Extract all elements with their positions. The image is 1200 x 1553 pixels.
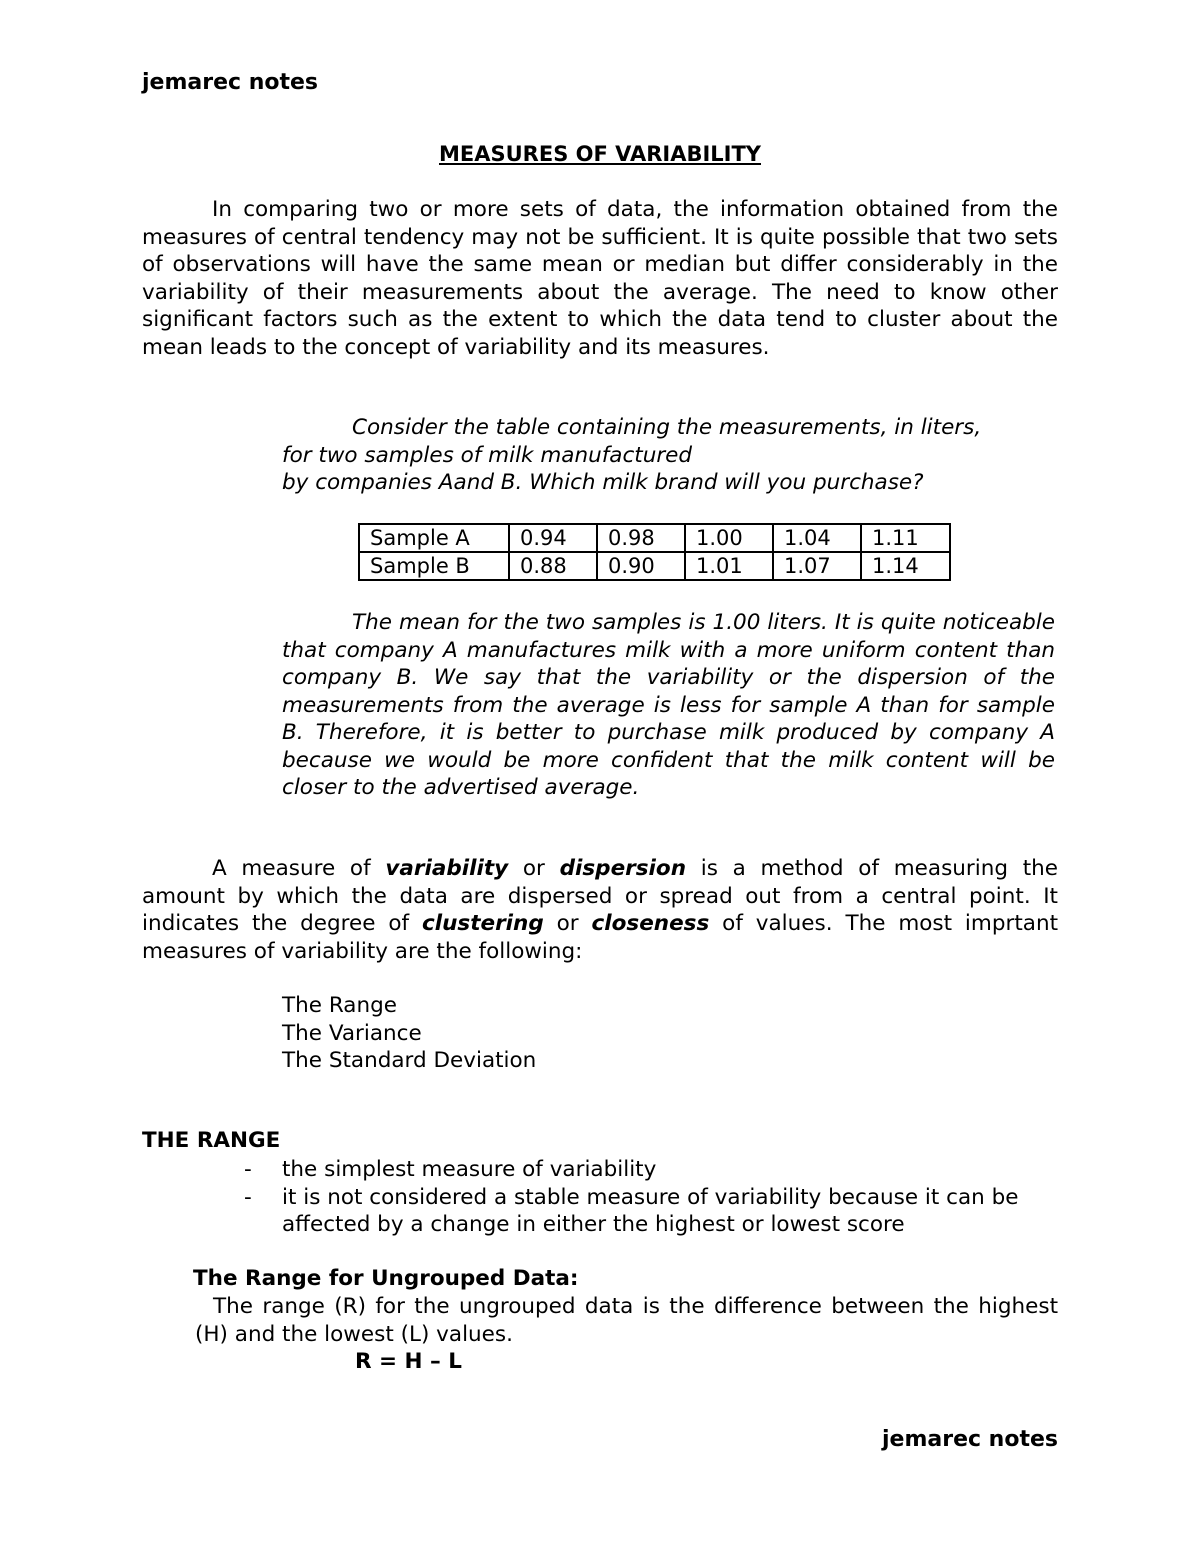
range-definition — [195, 1293, 1058, 1348]
term-closeness: closeness — [591, 911, 710, 936]
definition-text: A measure of — [212, 856, 386, 881]
table-cell: 0.90 — [597, 552, 685, 580]
example-intro-line-1: Consider the table containing the measurements, in liters, — [352, 415, 982, 440]
list-item: The Range — [282, 993, 397, 1018]
definition-text: or — [508, 856, 560, 881]
table-cell: 1.14 — [861, 552, 950, 580]
list-item: The Variance — [282, 1020, 422, 1046]
table-cell: 1.11 — [861, 524, 950, 552]
table-cell: 1.00 — [685, 524, 773, 552]
measures-list — [282, 992, 536, 1075]
definition-text: is a method of measuring the amount by which the data are dispersed or spread out from a central point. It indicates the degree of — [142, 856, 1059, 936]
term-clustering: clustering — [422, 911, 544, 936]
bullet-text: the simplest measure of variability — [282, 1157, 657, 1182]
definition-text: of values. The most imprtant measures of variability are the following: — [142, 911, 1059, 964]
range-definition-text: The range (R) for the ungrouped data is the difference between the highest (H) and the lowest (L) values. — [195, 1294, 1058, 1347]
page-footer: jemarec notes — [881, 1427, 1058, 1452]
list-item: The Standard Deviation — [282, 1048, 537, 1073]
example-intro-line — [282, 414, 1055, 442]
bullet-text: it is not considered a stable measure of variability because it can be affected by a change in either the highest or lowest score — [282, 1184, 1019, 1237]
section-heading-range: THE RANGE — [142, 1128, 281, 1153]
table-cell: 1.01 — [685, 552, 773, 580]
table-cell: 1.07 — [773, 552, 861, 580]
subsection-heading: The Range for Ungrouped Data: — [193, 1266, 579, 1291]
term-dispersion: dispersion — [559, 856, 687, 881]
samples-table — [358, 523, 951, 581]
page-header: jemarec notes — [142, 70, 319, 95]
dash-bullet-icon: - — [244, 1184, 252, 1210]
definition-text: or — [543, 911, 592, 936]
definition-paragraph — [142, 855, 1058, 965]
table-cell: Sample A — [359, 524, 509, 552]
dash-bullet-icon: - — [244, 1157, 252, 1182]
example-explanation — [282, 609, 1055, 802]
table-cell: 0.88 — [509, 552, 597, 580]
intro-paragraph — [142, 196, 1058, 361]
table-row-sample-b — [359, 552, 950, 580]
term-variability: variability — [385, 856, 509, 881]
page-title: MEASURES OF VARIABILITY — [439, 142, 761, 166]
example-explanation-text: The mean for the two samples is 1.00 liters. It is quite noticeable that company A manufactures milk with a more uniform content than company B. We say that the variability or the dispersion of the measurements from the average is less for sample A than for sample B. Therefore, it is better to purchase milk produced by company A because we would be more confident that the milk content will be closer to the advertised average. — [282, 610, 1055, 800]
example-intro-line-3: by companies Aand B. Which milk brand will you purchase? — [282, 470, 924, 495]
table-cell: 0.98 — [597, 524, 685, 552]
list-item — [244, 1156, 1064, 1184]
intro-paragraph-text: In comparing two or more sets of data, the information obtained from the measures of central tendency may not be sufficient. It is quite possible that two sets of observations will have the same mean or median but differ considerably in the variability of their measurements about the average. The need to know other significant factors such as the extent to which the data tend to cluster about the mean leads to the concept of variability and its measures. — [142, 197, 1058, 360]
samples-table-wrapper — [358, 523, 951, 581]
range-bullets — [244, 1156, 1064, 1239]
example-intro-line-2: for two samples of milk manufactured — [282, 442, 693, 468]
table-cell: 1.04 — [773, 524, 861, 552]
table-row-sample-a — [359, 524, 950, 552]
list-item — [244, 1184, 1064, 1239]
example-intro — [282, 414, 1055, 497]
range-formula: R = H – L — [355, 1349, 462, 1374]
table-cell: Sample B — [359, 552, 509, 580]
table-cell: 0.94 — [509, 524, 597, 552]
